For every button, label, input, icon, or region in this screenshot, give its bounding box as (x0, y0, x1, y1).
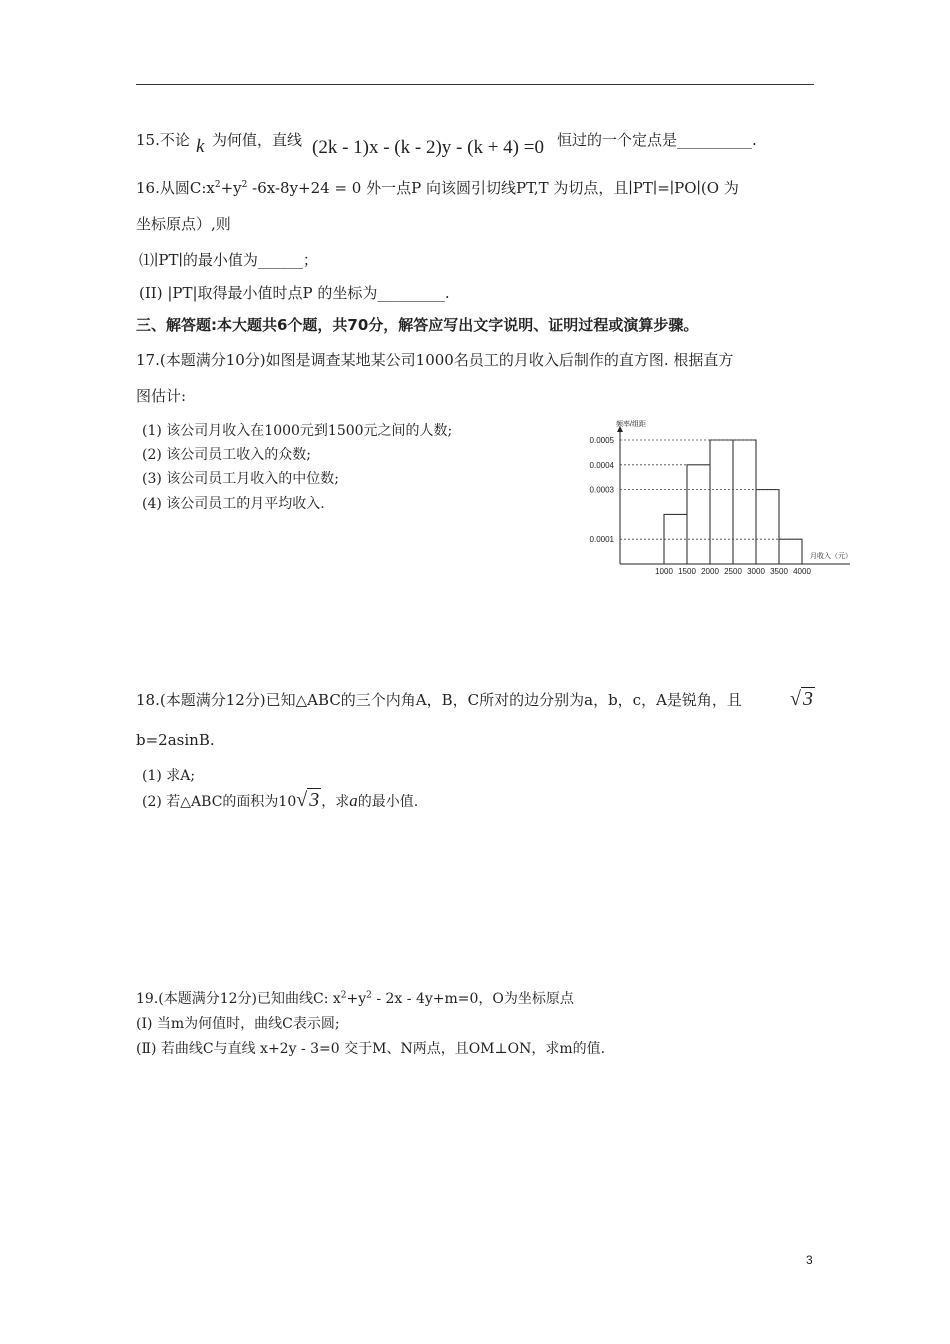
y-tick-label: 0.0005 (589, 436, 614, 445)
q15-mid: 为何值，直线 (212, 131, 303, 149)
question-18-item1: (1) 求A; (142, 768, 196, 784)
q15-post: 恒过的一个定点是__________. (557, 131, 757, 149)
sqrt-3-inline: √ 3 (296, 789, 320, 811)
question-19-item1: (Ⅰ) 当m为何值时，曲线C表示圆; (136, 1016, 340, 1032)
histogram-bar (664, 514, 687, 564)
x-tick-label: 3000 (747, 567, 765, 576)
histogram-bar (733, 440, 756, 564)
y-tick-label: 0.0003 (589, 485, 614, 495)
question-17-line1: 17.(本题满分10分)如图是调查某地某公司1000名员工的月收入后制作的直方图. 根据直方 (136, 351, 734, 369)
histogram-bar (687, 465, 710, 564)
x-tick-label: 3500 (770, 567, 788, 576)
question-16-line2: 坐标原点）,则 (136, 215, 231, 233)
question-18-item2: (2) 若△ABC的面积为10√ 3 ，求a的最小值. (142, 789, 419, 811)
question-17-item2: (2) 该公司员工收入的众数; (142, 447, 311, 463)
question-17-item3: (3) 该公司员工月收入的中位数; (142, 471, 339, 487)
histogram-bar (779, 539, 802, 564)
question-19-line1: 19.(本题满分12分)已知曲线C: $x^2+y^2 - 2x - 4y+m=0$，O为坐标原点 (136, 990, 574, 1007)
section-3-heading: 三、解答题:本大题共6个题，共70分，解答应写出文字说明、证明过程或演算步骤。 (136, 316, 699, 334)
question-17-line2: 图估计: (136, 387, 187, 405)
question-17-item4: (4) 该公司员工的月平均收入. (142, 496, 325, 512)
page-number: 3 (806, 1253, 813, 1267)
income-histogram (560, 408, 870, 580)
x-tick-label: 1500 (678, 567, 696, 576)
y-axis-label: 频率/组距 (616, 421, 646, 428)
question-16-part2: (II) |PT|取得最小值时点P 的坐标为_________. (139, 284, 450, 302)
x-axis-label: 月收入（元） (810, 553, 852, 560)
histogram-bar (710, 440, 733, 564)
question-15: 15.不论 (136, 131, 190, 149)
question-17-item1: (1) 该公司月收入在1000元到1500元之间的人数; (142, 423, 453, 439)
y-tick-label: 0.0004 (589, 460, 614, 470)
question-19-item2: (Ⅱ) 若曲线C与直线 x+2y - 3=0 交于M、N两点，且OM⊥ON，求m的值. (136, 1041, 606, 1057)
question-16-line1: 16.从圆$C:x^2+y^2$ -6x-8y+24 = 0 外一点P 向该圆引切线PT,T 为切点，且∣PT∣=∣PO∣(O 为 (136, 179, 739, 197)
x-tick-label: 1000 (655, 567, 673, 576)
question-18-line2: b=2asinB. (136, 731, 215, 749)
header-rule (136, 84, 814, 85)
x-tick-label: 2000 (701, 567, 719, 576)
question-18-line1: 18.(本题满分12分)已知△ABC的三个内角A，B，C所对的边分别为a，b，c，A是锐角，且 (136, 691, 742, 709)
x-tick-label: 2500 (724, 567, 742, 576)
sqrt-3: √ 3 (790, 688, 813, 710)
q15-k: k (196, 136, 205, 157)
y-tick-label: 0.0001 (589, 535, 614, 545)
histogram-bar (756, 490, 779, 564)
question-16-part1: ⑴∣PT∣的最小值为______； (139, 251, 318, 269)
x-tick-label: 4000 (793, 567, 811, 576)
q15-equation: (2k - 1)x - (k - 2)y - (k + 4) =0 (312, 137, 544, 158)
